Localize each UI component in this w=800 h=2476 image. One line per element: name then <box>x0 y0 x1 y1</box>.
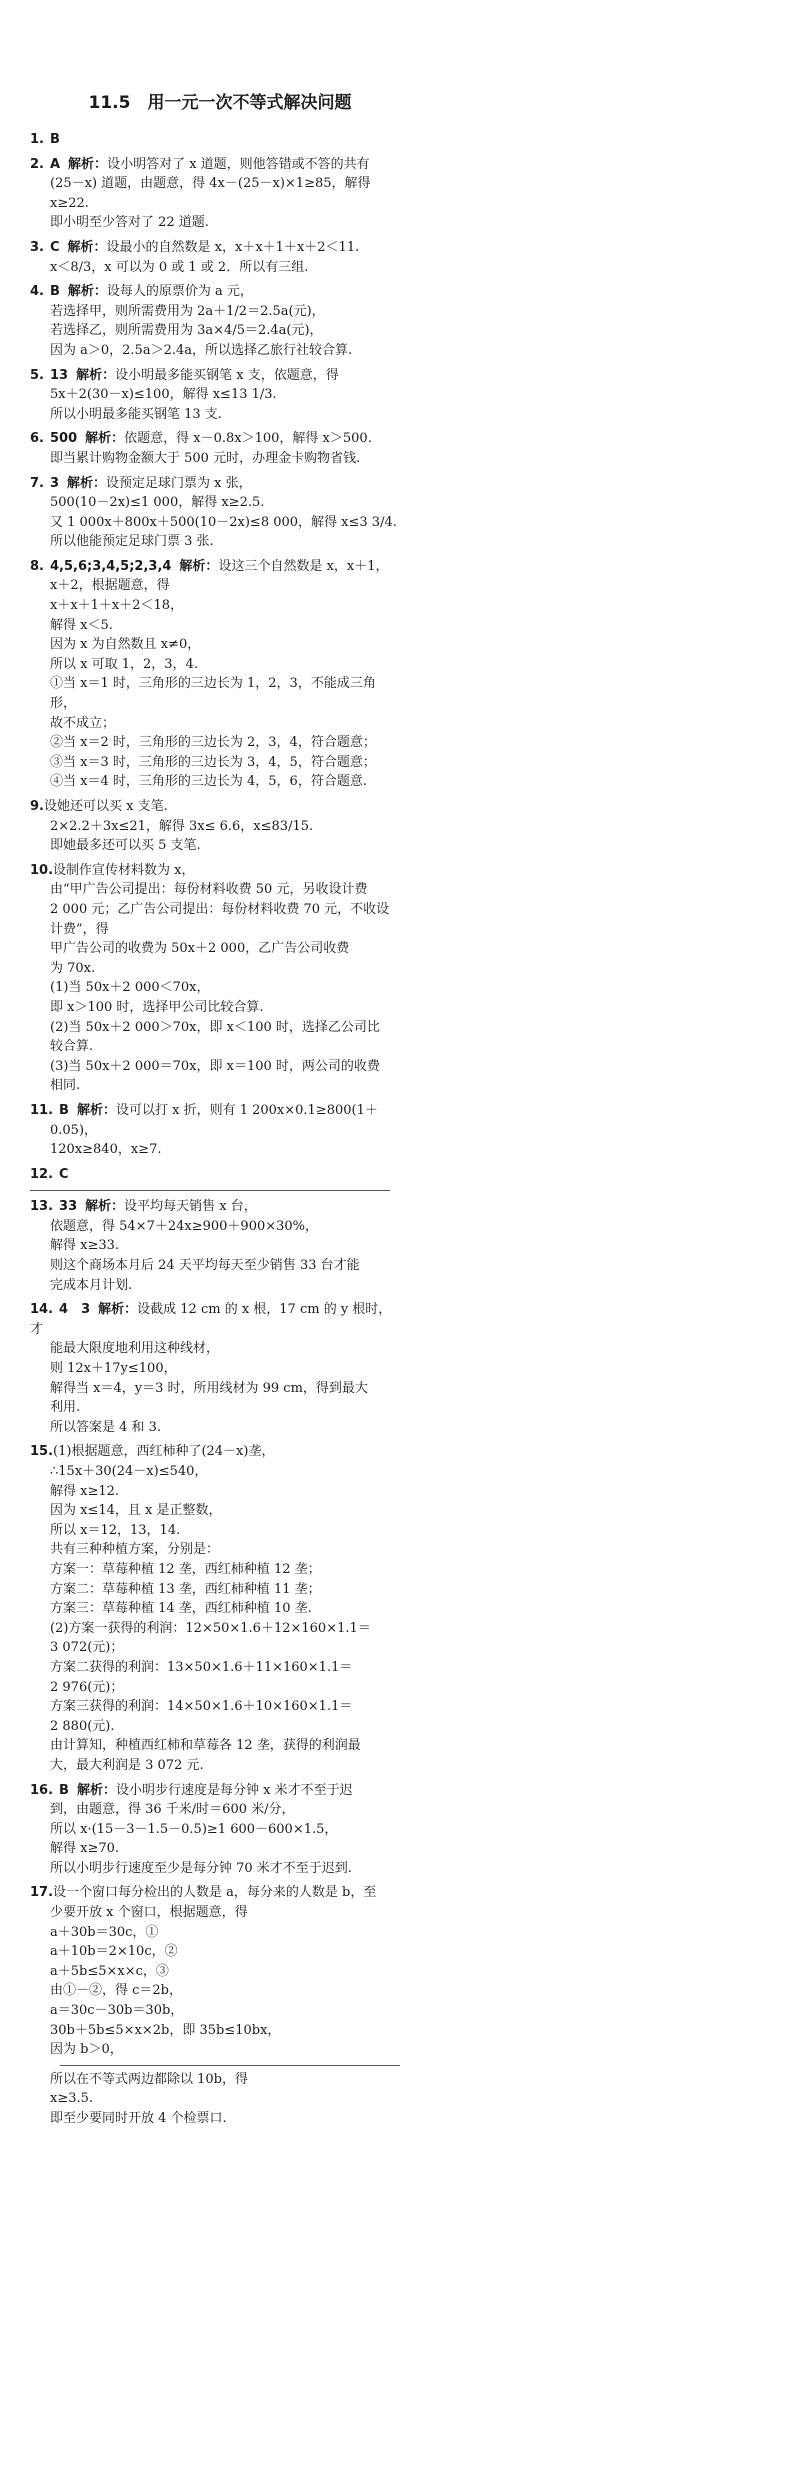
page-title: 11.5 用一元一次不等式解决问题 <box>88 93 352 113</box>
question-head <box>30 282 400 302</box>
analysis-label: 解析： <box>67 239 107 255</box>
question-number: 14. <box>30 1302 54 1318</box>
solution-line: 2 880(元). <box>50 1718 115 1734</box>
solution-line: 因为 x≤14，且 x 是正整数， <box>50 1503 222 1519</box>
question-number: 4. <box>30 284 44 300</box>
analysis-label: 解析： <box>68 156 108 172</box>
solution-line: 即 x＞100 时，选择甲公司比较合算. <box>50 999 264 1015</box>
solution-line: 依题意，得 x－0.8x＞100，解得 x＞500. <box>124 431 372 447</box>
question-number: 3. <box>30 239 44 255</box>
solution-line: 2 976(元)； <box>50 1679 124 1695</box>
question-answer: 33 <box>59 1199 78 1215</box>
solution-line: 所以 x·(15－3－1.5－0.5)≥1 600－600×1.5， <box>50 1821 338 1837</box>
analysis-label: 解析： <box>76 1782 116 1798</box>
question-head <box>30 429 400 449</box>
question-head <box>30 130 400 150</box>
solution-line: 500(10－2x)≤1 000，解得 x≥2.5. <box>50 495 265 511</box>
solution-line: (1)当 50x＋2 000＜70x， <box>50 980 210 996</box>
solution-line: 则这个商场本月后 24 天平均每天至少销售 33 台才能 <box>50 1258 360 1274</box>
solution-line: 解得 x≥70. <box>50 1841 120 1857</box>
solution-line: 设最小的自然数是 x，x＋x＋1＋x＋2＜11. <box>106 239 360 255</box>
solution-line: 方案二获得的利润：13×50×1.6＋11×160×1.1＝ <box>50 1659 353 1675</box>
solution-line: 0.05)， <box>50 1122 98 1138</box>
solution-line: 因为 b＞0， <box>50 2042 123 2058</box>
analysis-label: 解析： <box>85 431 125 447</box>
solution-line: 设平均每天销售 x 台， <box>124 1199 257 1215</box>
divider-line <box>60 2065 400 2066</box>
question-answer: 3 <box>49 475 60 491</box>
solution-line: a＋5b≤5×x×c，③ <box>50 1963 169 1979</box>
solution-line: 若选择乙，则所需费用为 3a×4/5＝2.4a(元)， <box>50 323 323 339</box>
question-number: 2. <box>30 156 44 172</box>
solution-line: 利用. <box>50 1400 81 1416</box>
solution-line: 方案一：草莓种植 12 垄，西红柿种植 12 垄； <box>50 1561 321 1577</box>
solution-line: 设这三个自然数是 x，x＋1， <box>218 558 389 574</box>
question-answer: B <box>49 284 60 300</box>
solution-line: x＜8/3，x 可以为 0 或 1 或 2．所以有三组. <box>50 259 309 275</box>
question-block <box>30 797 400 856</box>
question-head <box>30 797 400 817</box>
solution-line: 大，最大利润是 3 072 元. <box>50 1757 204 1773</box>
question-block <box>30 238 400 277</box>
solution-line: 为 70x. <box>50 960 96 976</box>
question-answer: C <box>49 239 60 255</box>
solution-line: 少要开放 x 个窗口，根据题意，得 <box>50 1905 248 1921</box>
solution-line: 较合算. <box>50 1039 94 1055</box>
question-head <box>30 1442 400 1462</box>
question-block <box>30 1781 400 1879</box>
question-number: 13. <box>30 1199 54 1215</box>
solution-line: 由①－②，得 c＝2b， <box>50 1983 183 1999</box>
analysis-label: 解析： <box>179 558 219 574</box>
question-block <box>30 1101 400 1160</box>
solution-line: 共有三种种植方案，分别是： <box>50 1542 220 1558</box>
question-block <box>30 474 400 552</box>
question-number: 16. <box>30 1782 54 1798</box>
question-block <box>30 557 400 792</box>
solution-line: 设小明答对了 x 道题，则他答错或不答的共有 <box>107 156 370 172</box>
solution-line: 相同. <box>50 1078 81 1094</box>
solution-line: 设预定足球门票为 x 张， <box>106 475 252 491</box>
question-answer: C <box>59 1166 69 1182</box>
solution-line: 设每人的原票价为 a 元， <box>106 284 253 300</box>
question-head <box>30 557 400 577</box>
solution-line: 设制作宣传材料数为 x， <box>53 862 195 878</box>
solution-line: 设一个窗口每分检出的人数是 a，每分来的人数是 b，至 <box>53 1885 377 1901</box>
question-number: 15. <box>30 1444 54 1460</box>
question-number: 11. <box>30 1102 54 1118</box>
solution-line: 设她还可以买 x 支笔. <box>43 799 168 814</box>
solution-line: 解得 x≥12. <box>50 1483 120 1499</box>
solution-line: 解得 x＜5. <box>50 617 113 633</box>
solution-line: 所以小明步行速度至少是每分钟 70 米才不至于迟到. <box>50 1860 352 1876</box>
question-answer: 13 <box>49 367 69 383</box>
solution-line: 3 072(元)； <box>50 1640 124 1656</box>
solution-line: 方案二：草莓种植 13 垄，西红柿种植 11 垄； <box>50 1581 321 1597</box>
question-answer: 4,5,6;3,4,5;2,3,4 <box>49 558 172 574</box>
question-number: 17. <box>30 1885 54 1901</box>
solution-line: ③当 x＝3 时，三角形的三边长为 3，4，5，符合题意； <box>50 754 376 770</box>
question-head <box>30 474 400 494</box>
solution-line: ②当 x＝2 时，三角形的三边长为 2，3，4，符合题意； <box>50 735 376 751</box>
solution-line: 由计算知，种植西红柿和草莓各 12 垄，获得的利润最 <box>50 1738 361 1754</box>
question-block <box>30 1883 400 2059</box>
question-head <box>30 1165 400 1185</box>
solution-line: a＋30b＝30c，① <box>50 1924 159 1940</box>
question-block <box>30 1165 400 1185</box>
question-head <box>30 1781 400 1801</box>
solution-line: 120x≥840，x≥7. <box>50 1142 162 1158</box>
analysis-label: 解析： <box>76 367 116 383</box>
solution-line: 若选择甲，则所需费用为 2a＋1/2＝2.5a(元)， <box>50 303 325 319</box>
question-head <box>30 1300 400 1339</box>
question-head <box>30 366 400 386</box>
solution-line: 能最大限度地利用这种线材， <box>50 1341 220 1357</box>
question-answer: 4 3 <box>59 1302 91 1318</box>
solution-line: 所以 x＝12，13，14. <box>50 1522 181 1538</box>
solution-line: 即小明至少答对了 22 道题. <box>50 215 209 231</box>
solution-line: 由“甲广告公司提出：每份材料收费 50 元，另收设计费 <box>50 882 368 898</box>
solution-line: 因为 x 为自然数且 x≠0， <box>50 637 201 653</box>
solution-line: x≥22. <box>50 195 89 211</box>
question-block <box>30 1300 400 1437</box>
question-number: 6. <box>30 431 44 447</box>
solution-line: 方案三获得的利润：14×50×1.6＋10×160×1.1＝ <box>50 1699 353 1715</box>
divider-line <box>30 1190 390 1191</box>
question-answer: B <box>59 1782 69 1798</box>
solution-line: 计费”，得 <box>50 921 109 937</box>
solution-line: 解得当 x＝4，y＝3 时，所用线材为 99 cm，得到最大 <box>50 1380 368 1396</box>
question-head <box>30 861 400 881</box>
solution-line: 所以小明最多能买钢笔 13 支. <box>50 406 222 422</box>
solution-line: 依题意，得 54×7＋24x≥900＋900×30%， <box>50 1218 319 1234</box>
solution-line: 2 000 元；乙广告公司提出：每份材料收费 70 元，不收设 <box>50 901 390 917</box>
question-block <box>30 282 400 360</box>
solution-line: 设截成 12 cm 的 x 根，17 cm 的 y 根时，才 <box>30 1302 392 1337</box>
question-number: 5. <box>30 367 44 383</box>
answer-list <box>30 130 400 2129</box>
solution-line: 2×2.2＋3x≤21，解得 3x≤ 6.6，x≤83/15. <box>50 818 314 834</box>
analysis-label: 解析： <box>98 1302 138 1318</box>
solution-line: 即至少要同时开放 4 个检票口. <box>50 2111 227 2126</box>
analysis-label: 解析： <box>85 1199 125 1215</box>
solution-line: 完成本月计划. <box>50 1277 133 1293</box>
solution-line: 设小明最多能买钢笔 x 支，依题意，得 <box>115 367 339 383</box>
question-block <box>30 429 400 468</box>
question-head <box>30 1883 400 1903</box>
solution-line: 所以答案是 4 和 3. <box>50 1419 162 1435</box>
analysis-label: 解析： <box>76 1102 116 1118</box>
solution-line: (1)根据题意，西红柿种了(24－x)垄， <box>53 1444 275 1460</box>
solution-line: 因为 a＞0，2.5a＞2.4a，所以选择乙旅行社较合算. <box>50 342 353 358</box>
question-answer: 500 <box>49 431 78 447</box>
question-block <box>30 1197 400 1295</box>
question-block <box>30 1442 400 1775</box>
solution-line: (3)当 50x＋2 000＝70x，即 x＝100 时，两公司的收费 <box>50 1058 380 1074</box>
question-number: 8. <box>30 558 44 574</box>
question-head <box>30 1197 400 1217</box>
solution-line: 30b＋5b≤5×x×2b，即 35b≤10bx， <box>50 2022 281 2038</box>
solution-line: 所以在不等式两边都除以 10b，得 <box>50 2071 248 2087</box>
solution-line: a＋10b＝2×10c，② <box>50 1944 178 1960</box>
solution-line: 故不成立； <box>50 715 116 731</box>
question-head <box>30 238 400 258</box>
solution-line: 又 1 000x＋800x＋500(10－2x)≤8 000，解得 x≤3 3/4. <box>50 514 397 530</box>
solution-line: (25－x) 道题，由题意，得 4x－(25－x)×1≥85，解得 <box>50 176 371 192</box>
solution-line: 则 12x＋17y≤100， <box>50 1361 177 1377</box>
solution-line: (2)当 50x＋2 000＞70x，即 x＜100 时，选择乙公司比 <box>50 1019 380 1035</box>
question-number: 1. <box>30 132 44 147</box>
solution-line: x≥3.5. <box>50 2091 94 2107</box>
solution-line: 解得 x≥33. <box>50 1238 120 1254</box>
analysis-label: 解析： <box>67 284 107 300</box>
solution-line: x＋x＋1＋x＋2＜18， <box>50 598 184 614</box>
question-head <box>30 1101 400 1121</box>
solution-line: x＋2，根据题意，得 <box>50 578 170 594</box>
question-number: 7. <box>30 475 44 491</box>
question-number: 9. <box>30 799 44 814</box>
solution-line: 甲广告公司的收费为 50x＋2 000，乙广告公司收费 <box>50 941 350 957</box>
solution-line: 到，由题意，得 36 千米/时＝600 米/分， <box>50 1802 295 1818</box>
question-number: 10. <box>30 862 54 878</box>
question-head <box>30 155 400 175</box>
solution-line: 5x＋2(30－x)≤100，解得 x≤13 1/3. <box>50 387 277 403</box>
solution-line: ①当 x＝1 时，三角形的三边长为 1，2，3，不能成三角形， <box>50 676 376 712</box>
question-block <box>30 366 400 425</box>
solution-line: 即当累计购物金额大于 500 元时，办理金卡购物省钱. <box>50 450 361 466</box>
question-block <box>30 861 400 1096</box>
solution-line: 所以 x 可取 1，2，3，4. <box>50 656 198 672</box>
solution-line: 即她最多还可以买 5 支笔. <box>50 838 201 854</box>
solution-line: 方案三：草莓种植 14 垄，西红柿种植 10 垄. <box>50 1601 312 1617</box>
solution-line: 所以他能预定足球门票 3 张. <box>50 534 214 550</box>
solution-line: a＝30c－30b＝30b， <box>50 2003 184 2019</box>
solution-line: ∴15x＋30(24－x)≤540， <box>50 1464 208 1479</box>
solution-line: ④当 x＝4 时，三角形的三边长为 4，5，6，符合题意. <box>50 774 367 790</box>
question-answer: A <box>49 156 61 172</box>
question-block <box>30 130 400 150</box>
solution-line: (2)方案一获得的利润：12×50×1.6＋12×160×1.1＝ <box>50 1620 371 1636</box>
solution-line: 设可以打 x 折，则有 1 200x×0.1≥800(1＋ <box>115 1102 378 1118</box>
question-answer: B <box>49 132 60 147</box>
question-block <box>30 155 400 233</box>
question-number: 12. <box>30 1166 54 1182</box>
analysis-label: 解析： <box>67 475 107 491</box>
question-answer: B <box>59 1102 69 1118</box>
solution-line: 设小明步行速度是每分钟 x 米才不至于迟 <box>115 1782 353 1798</box>
